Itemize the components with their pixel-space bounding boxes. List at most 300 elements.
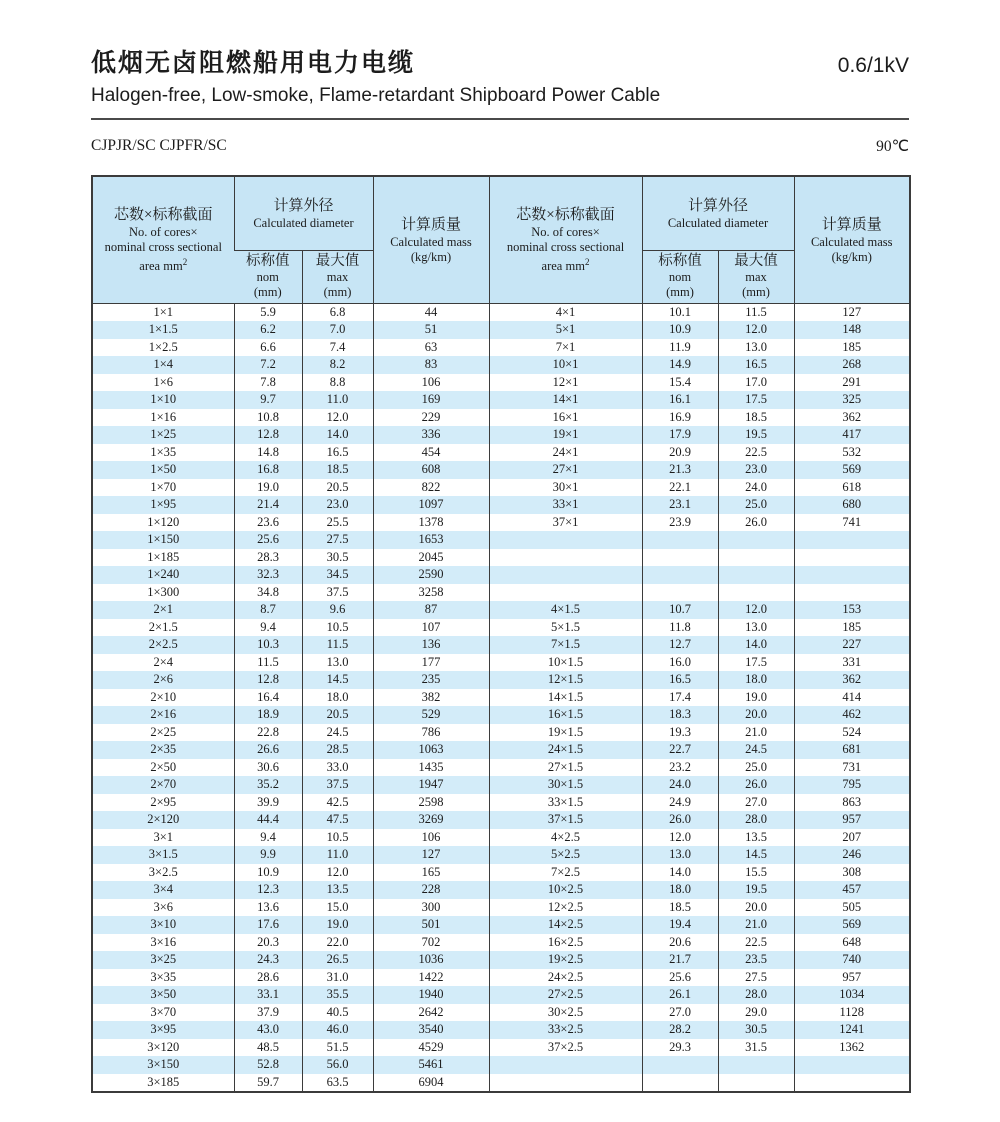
cell: 325 [794, 391, 910, 409]
table-row [92, 601, 910, 619]
cell: 17.9 [642, 426, 718, 444]
cell: 2×4 [153, 654, 174, 669]
cell: 10.3 [234, 636, 302, 654]
cell: 35.5 [302, 986, 373, 1004]
cell: 10.9 [234, 864, 302, 882]
cell: 12×1 [489, 374, 642, 392]
cell: 3258 [373, 584, 489, 602]
cell: 3×185 [147, 1074, 180, 1089]
cell: 22.5 [718, 934, 794, 952]
cell: 30.5 [302, 549, 373, 567]
cell: 33×1.5 [489, 794, 642, 812]
cell: 24.3 [234, 951, 302, 969]
cell: 1×6 [153, 374, 174, 389]
cell: 15.4 [642, 374, 718, 392]
cell: 10×1 [489, 356, 642, 374]
cell: 10.7 [642, 601, 718, 619]
cell: 16×1 [489, 409, 642, 427]
cell: 2590 [373, 566, 489, 584]
cell [642, 584, 718, 602]
cell: 786 [373, 724, 489, 742]
table-row [92, 496, 910, 514]
cell: 42.5 [302, 794, 373, 812]
table-row [92, 654, 910, 672]
cell: 3×16 [150, 934, 177, 949]
cell: 1×2.5 [148, 339, 178, 354]
cell: 37×2.5 [489, 1039, 642, 1057]
table-row [92, 934, 910, 952]
header-mass-left: 计算质量 Calculated mass (kg/km) [373, 176, 489, 303]
cell: 7.8 [234, 374, 302, 392]
cell: 22.8 [234, 724, 302, 742]
cell: 47.5 [302, 811, 373, 829]
cell: 26.0 [718, 514, 794, 532]
cell: 13.6 [234, 899, 302, 917]
cell: 19×1.5 [489, 724, 642, 742]
cell: 35.2 [234, 776, 302, 794]
table-row [92, 619, 910, 637]
page-title-zh: 低烟无卤阻燃船用电力电缆 [91, 49, 416, 77]
cell: 33×1 [489, 496, 642, 514]
cell: 2×95 [150, 794, 177, 809]
cell: 14.5 [302, 671, 373, 689]
cell: 331 [794, 654, 910, 672]
cell: 28.2 [642, 1021, 718, 1039]
cell: 27.0 [642, 1004, 718, 1022]
cell [718, 1074, 794, 1093]
cell: 13.5 [302, 881, 373, 899]
cell: 16.5 [718, 356, 794, 374]
header-max-right: 最大值 max (mm) [718, 250, 794, 303]
cell: 3×1 [153, 829, 174, 844]
model-codes: CJPJR/SC CJPFR/SC [91, 137, 227, 155]
table-row [92, 741, 910, 759]
cell: 63 [373, 339, 489, 357]
cell [642, 1074, 718, 1093]
cell: 19.0 [302, 916, 373, 934]
cell: 20.3 [234, 934, 302, 952]
cell: 207 [794, 829, 910, 847]
cell [718, 531, 794, 549]
cell: 1063 [373, 741, 489, 759]
table-row [92, 1056, 910, 1074]
cell: 501 [373, 916, 489, 934]
table-body [92, 303, 910, 1092]
cell: 16×2.5 [489, 934, 642, 952]
cell: 185 [794, 619, 910, 637]
table-row [92, 724, 910, 742]
cell: 165 [373, 864, 489, 882]
cell: 3×25 [150, 952, 177, 967]
cell: 23.0 [718, 461, 794, 479]
cell [642, 531, 718, 549]
cell: 3×4 [153, 882, 174, 897]
cell: 1×120 [147, 514, 180, 529]
cell: 56.0 [302, 1056, 373, 1074]
cell: 11.5 [718, 303, 794, 321]
cell: 24×1 [489, 444, 642, 462]
cell: 13.0 [642, 846, 718, 864]
cell: 18.0 [642, 881, 718, 899]
table-row [92, 706, 910, 724]
cell: 14×1 [489, 391, 642, 409]
cell: 18.0 [302, 689, 373, 707]
cell: 17.0 [718, 374, 794, 392]
model-row [91, 137, 909, 156]
cell: 11.0 [302, 846, 373, 864]
cell: 9.6 [302, 601, 373, 619]
cell: 11.5 [234, 654, 302, 672]
cell: 59.7 [234, 1074, 302, 1093]
table-row [92, 951, 910, 969]
cell: 5×1 [489, 321, 642, 339]
cell: 39.9 [234, 794, 302, 812]
cell [794, 584, 910, 602]
cell: 1×4 [153, 357, 174, 372]
cell: 24.9 [642, 794, 718, 812]
cell: 1×240 [147, 567, 180, 582]
cell: 4×1.5 [489, 601, 642, 619]
cell: 52.8 [234, 1056, 302, 1074]
cell: 13.0 [302, 654, 373, 672]
cell: 8.8 [302, 374, 373, 392]
cell: 1×35 [150, 444, 177, 459]
cell: 24×2.5 [489, 969, 642, 987]
cell: 863 [794, 794, 910, 812]
cell: 30×1 [489, 479, 642, 497]
cell: 3×50 [150, 987, 177, 1002]
cell: 532 [794, 444, 910, 462]
table-row [92, 514, 910, 532]
cell: 1×70 [150, 479, 177, 494]
cell: 18.5 [642, 899, 718, 917]
cell: 37×1.5 [489, 811, 642, 829]
cell: 16.0 [642, 654, 718, 672]
cell: 14.0 [302, 426, 373, 444]
cell: 1947 [373, 776, 489, 794]
header-cores-right: 芯数×标称截面 No. of cores× nominal cross sectional area $mm^2$ [489, 176, 642, 303]
cell: 268 [794, 356, 910, 374]
cell: 27×2.5 [489, 986, 642, 1004]
cell: 4529 [373, 1039, 489, 1057]
cell: 505 [794, 899, 910, 917]
cell: 21.4 [234, 496, 302, 514]
cell: 13.5 [718, 829, 794, 847]
cell: 20.0 [718, 899, 794, 917]
cell: 10.1 [642, 303, 718, 321]
cell: 27.0 [718, 794, 794, 812]
cell: 15.0 [302, 899, 373, 917]
cell: 12.0 [302, 409, 373, 427]
cell: 18.0 [718, 671, 794, 689]
table-row [92, 899, 910, 917]
table-row [92, 671, 910, 689]
cell: 22.7 [642, 741, 718, 759]
cell: 25.0 [718, 496, 794, 514]
cell: 20.9 [642, 444, 718, 462]
cell: 308 [794, 864, 910, 882]
cell: 9.4 [234, 619, 302, 637]
cell: 40.5 [302, 1004, 373, 1022]
cell: 2×6 [153, 672, 174, 687]
cell: 2×35 [150, 742, 177, 757]
cell: 291 [794, 374, 910, 392]
cell: 822 [373, 479, 489, 497]
cell: 28.6 [234, 969, 302, 987]
cell: 1×1.5 [148, 322, 178, 337]
cell: 31.0 [302, 969, 373, 987]
cell: 31.5 [718, 1039, 794, 1057]
cell: 300 [373, 899, 489, 917]
cell: 702 [373, 934, 489, 952]
cell: 127 [794, 303, 910, 321]
cell: 1×300 [147, 584, 180, 599]
cell: 20.0 [718, 706, 794, 724]
table-row [92, 374, 910, 392]
cell: 17.6 [234, 916, 302, 934]
cell: 30.6 [234, 759, 302, 777]
cell: 2×16 [150, 707, 177, 722]
table-row [92, 339, 910, 357]
cell: 5.9 [234, 303, 302, 321]
cell: 27×1 [489, 461, 642, 479]
cell: 4×2.5 [489, 829, 642, 847]
cell: 12.0 [302, 864, 373, 882]
cell: 2×120 [147, 812, 180, 827]
cell: 8.7 [234, 601, 302, 619]
cell: 34.8 [234, 584, 302, 602]
table-row [92, 1074, 910, 1093]
cell: 2642 [373, 1004, 489, 1022]
cell: 26.1 [642, 986, 718, 1004]
cell: 731 [794, 759, 910, 777]
cell: 2×10 [150, 689, 177, 704]
page [91, 0, 909, 1093]
cell: 20.6 [642, 934, 718, 952]
cell: 37.5 [302, 584, 373, 602]
cell: 32.3 [234, 566, 302, 584]
cell: 1×150 [147, 532, 180, 547]
cell: 14.9 [642, 356, 718, 374]
table-row [92, 391, 910, 409]
table-row [92, 444, 910, 462]
cell: 10.5 [302, 829, 373, 847]
table-row [92, 811, 910, 829]
cell: 19.5 [718, 426, 794, 444]
cell: 1×25 [150, 427, 177, 442]
cell: 136 [373, 636, 489, 654]
cell: 382 [373, 689, 489, 707]
cell: 9.9 [234, 846, 302, 864]
cell: 6.8 [302, 303, 373, 321]
cell: 24.5 [718, 741, 794, 759]
cell: 16.5 [642, 671, 718, 689]
title-row [91, 50, 909, 78]
cell: 2×25 [150, 724, 177, 739]
cell: 27×1.5 [489, 759, 642, 777]
cell: 462 [794, 706, 910, 724]
cell: 7.4 [302, 339, 373, 357]
cell [489, 1074, 642, 1093]
cell: 28.0 [718, 811, 794, 829]
cell: 16.1 [642, 391, 718, 409]
cell: 2×1 [153, 602, 174, 617]
cell: 30×1.5 [489, 776, 642, 794]
cell: 1128 [794, 1004, 910, 1022]
cell: 11.9 [642, 339, 718, 357]
cell: 24.0 [642, 776, 718, 794]
cell: 83 [373, 356, 489, 374]
cell: 3269 [373, 811, 489, 829]
table-row [92, 759, 910, 777]
cell: 10×1.5 [489, 654, 642, 672]
cell: 127 [373, 846, 489, 864]
cell: 3×120 [147, 1039, 180, 1054]
cell: 16.8 [234, 461, 302, 479]
cell: 6.6 [234, 339, 302, 357]
cell: 26.5 [302, 951, 373, 969]
cell: 2045 [373, 549, 489, 567]
cell: 22.0 [302, 934, 373, 952]
header-diameter-left: 计算外径 Calculated diameter [234, 176, 373, 250]
cell: 16×1.5 [489, 706, 642, 724]
cell: 25.6 [234, 531, 302, 549]
cell: 648 [794, 934, 910, 952]
table-row [92, 356, 910, 374]
cell: 11.8 [642, 619, 718, 637]
cell: 5461 [373, 1056, 489, 1074]
cell: 5×1.5 [489, 619, 642, 637]
cell: 235 [373, 671, 489, 689]
cell: 33.1 [234, 986, 302, 1004]
cell: 524 [794, 724, 910, 742]
cell: 23.6 [234, 514, 302, 532]
cell: 957 [794, 969, 910, 987]
cell: 19.4 [642, 916, 718, 934]
cell: 3×95 [150, 1022, 177, 1037]
cell: 12×2.5 [489, 899, 642, 917]
cell: 25.5 [302, 514, 373, 532]
cell: 1378 [373, 514, 489, 532]
cell: 51 [373, 321, 489, 339]
cell: 740 [794, 951, 910, 969]
cell: 18.3 [642, 706, 718, 724]
cell: 17.5 [718, 391, 794, 409]
cell: 8.2 [302, 356, 373, 374]
voltage-rating: 0.6/1kV [837, 54, 909, 78]
cell: 28.3 [234, 549, 302, 567]
spec-table-header [92, 176, 910, 303]
cell: 63.5 [302, 1074, 373, 1093]
cell [794, 531, 910, 549]
table-row [92, 409, 910, 427]
cell [489, 1056, 642, 1074]
table-row [92, 1004, 910, 1022]
cell: 11.0 [302, 391, 373, 409]
cell: 19.0 [718, 689, 794, 707]
cell: 13.0 [718, 619, 794, 637]
cell: 19.5 [718, 881, 794, 899]
cell: 19.3 [642, 724, 718, 742]
cell: 13.0 [718, 339, 794, 357]
cell: 33.0 [302, 759, 373, 777]
cell: 106 [373, 374, 489, 392]
cell: 185 [794, 339, 910, 357]
cell: 48.5 [234, 1039, 302, 1057]
cell: 7×1 [489, 339, 642, 357]
cell [489, 584, 642, 602]
cell [489, 566, 642, 584]
header-mass-right: 计算质量 Calculated mass (kg/km) [794, 176, 910, 303]
cell: 17.5 [718, 654, 794, 672]
cell: 3×35 [150, 969, 177, 984]
header-diameter-right: 计算外径 Calculated diameter [642, 176, 794, 250]
cell [794, 566, 910, 584]
header-nom-left: 标称值 nom (mm) [234, 250, 302, 303]
cell [718, 566, 794, 584]
cell: 20.5 [302, 706, 373, 724]
cell: 1×1 [153, 304, 174, 319]
cell: 14.0 [642, 864, 718, 882]
cell: 26.0 [718, 776, 794, 794]
cell: 7×1.5 [489, 636, 642, 654]
cell: 2×50 [150, 759, 177, 774]
spec-table [91, 175, 911, 1093]
cell: 46.0 [302, 1021, 373, 1039]
cell: 3540 [373, 1021, 489, 1039]
table-row [92, 531, 910, 549]
cell [489, 549, 642, 567]
cell: 18.5 [302, 461, 373, 479]
cell: 18.5 [718, 409, 794, 427]
cell: 30×2.5 [489, 1004, 642, 1022]
cell: 28.0 [718, 986, 794, 1004]
cell: 12.0 [718, 601, 794, 619]
cell: 14.8 [234, 444, 302, 462]
cell: 16.5 [302, 444, 373, 462]
cell: 4×1 [489, 303, 642, 321]
temperature-rating: 90℃ [876, 138, 909, 156]
cell: 28.5 [302, 741, 373, 759]
cell: 1653 [373, 531, 489, 549]
cell [718, 549, 794, 567]
header-max-left: 最大值 max (mm) [302, 250, 373, 303]
cell: 1×10 [150, 392, 177, 407]
cell: 21.3 [642, 461, 718, 479]
table-row [92, 321, 910, 339]
cell: 12.0 [642, 829, 718, 847]
cell: 177 [373, 654, 489, 672]
cell: 529 [373, 706, 489, 724]
cell: 795 [794, 776, 910, 794]
cell: 7×2.5 [489, 864, 642, 882]
cell: 34.5 [302, 566, 373, 584]
cell: 12×1.5 [489, 671, 642, 689]
cell: 3×2.5 [148, 864, 178, 879]
cell: 23.2 [642, 759, 718, 777]
cell: 681 [794, 741, 910, 759]
cell: 37.5 [302, 776, 373, 794]
cell: 43.0 [234, 1021, 302, 1039]
table-row [92, 969, 910, 987]
cell [794, 549, 910, 567]
cell: 22.1 [642, 479, 718, 497]
cell: 24.5 [302, 724, 373, 742]
cell: 12.7 [642, 636, 718, 654]
cell: 14×2.5 [489, 916, 642, 934]
title-divider [91, 118, 909, 120]
cell: 16.4 [234, 689, 302, 707]
